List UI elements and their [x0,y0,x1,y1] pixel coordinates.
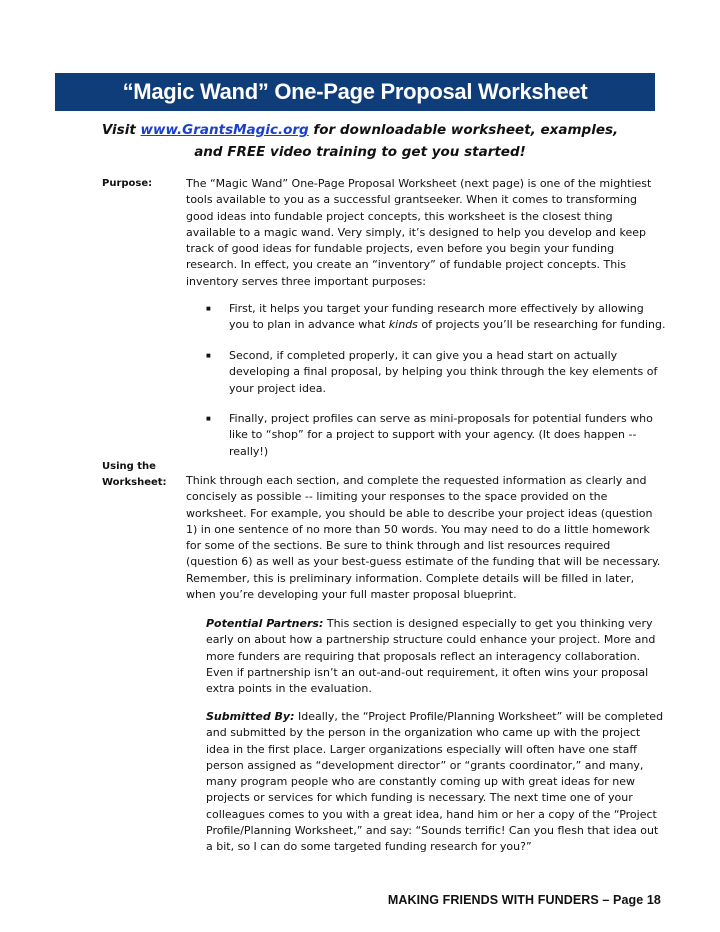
visit-line [0,119,720,141]
using-label-line1: Using the [102,461,156,472]
grantsmagic-link[interactable]: www.GrantsMagic.org [140,122,309,138]
page-title: “Magic Wand” One-Page Proposal Worksheet [55,73,655,111]
partners-paragraph: Potential Partners: This section is designed especially to get you thinking very early on about how a partnership structure could enhance your project. More and more funders are requiring that proposals reflect an interagency collaboration. Even if partnership isn’t an out-and-out requirement, it often wins your proposal extra points in the evaluation. [206,617,656,696]
bullet-icon: ■ [206,304,211,313]
page-footer: MAKING FRIENDS WITH FUNDERS – Page 18 [387,893,661,907]
purpose-bullet-1: First, it helps you target your funding research more effectively by allowing you to plan in advance what kinds of projects you’ll be researching for funding. [229,302,666,332]
partners-heading: Potential Partners: [206,617,324,630]
purpose-bullet-2: Second, if completed properly, it can give you a head start on actually developing a final proposal, by helping you think through the key elements of your project idea. [229,349,658,395]
visit-suffix: for downloadable worksheet, examples, [308,122,619,138]
submitted-heading: Submitted By: [206,710,295,723]
visit-prefix: Visit [101,122,141,138]
visit-line-2: and FREE video training to get you started! [194,144,526,160]
purpose-label: Purpose: [102,178,153,189]
using-paragraph: Think through each section, and complete the requested information as clearly and concisely as possible -- limiting your responses to the space provided on the worksheet. For example, you should be able to describe your project ideas (question 1) in one sentence of no more than 50 words. You may need to do a little homework for some of the sections. Be sure to think through and list resources required (question 6) as well as your best-guess estimate of the funding that will be necessary. Remember, this is preliminary information. Complete details will be filled in later, when you’re developing your full master proposal blueprint. [186,474,661,602]
purpose-paragraph: The “Magic Wand” One-Page Proposal Worksheet (next page) is one of the mightiest tools available to you as a successful grantseeker. When it comes to transforming good ideas into fundable project concepts, this worksheet is the closest thing available to a magic wand. Very simply, it’s designed to help you develop and keep track of good ideas for fundable projects, even before you begin your funding research. In effect, you create an “inventory” of fundable project concepts. This inventory serves three important purposes: [186,177,652,288]
bullet-icon: ■ [206,351,211,360]
bullet-icon: ■ [206,414,211,423]
emphasis-kinds: kinds [388,318,418,332]
submitted-paragraph: Submitted By: Ideally, the “Project Profile/Planning Worksheet” will be completed and submitted by the person in the organization who came up with the project idea in the first place. Larger organizations especially will often have one staff person assigned as “development director” or “grants coordinator,” and many, many program people who are constantly coming up with great ideas for new projects or services for which funding is necessary. The next time one of your colleagues comes to you with a great idea, hand him or her a copy of the “Project Profile/Planning Worksheet,” and say: “Sounds terrific! Can you flesh that idea out a bit, so I can do some targeted funding research for you?” [206,710,664,854]
using-label-line2: Worksheet: [102,477,167,488]
purpose-bullet-3: Finally, project profiles can serve as mini-proposals for potential funders who like to “shop” for a project to support with your agency. (It does happen -- really!) [229,412,653,458]
